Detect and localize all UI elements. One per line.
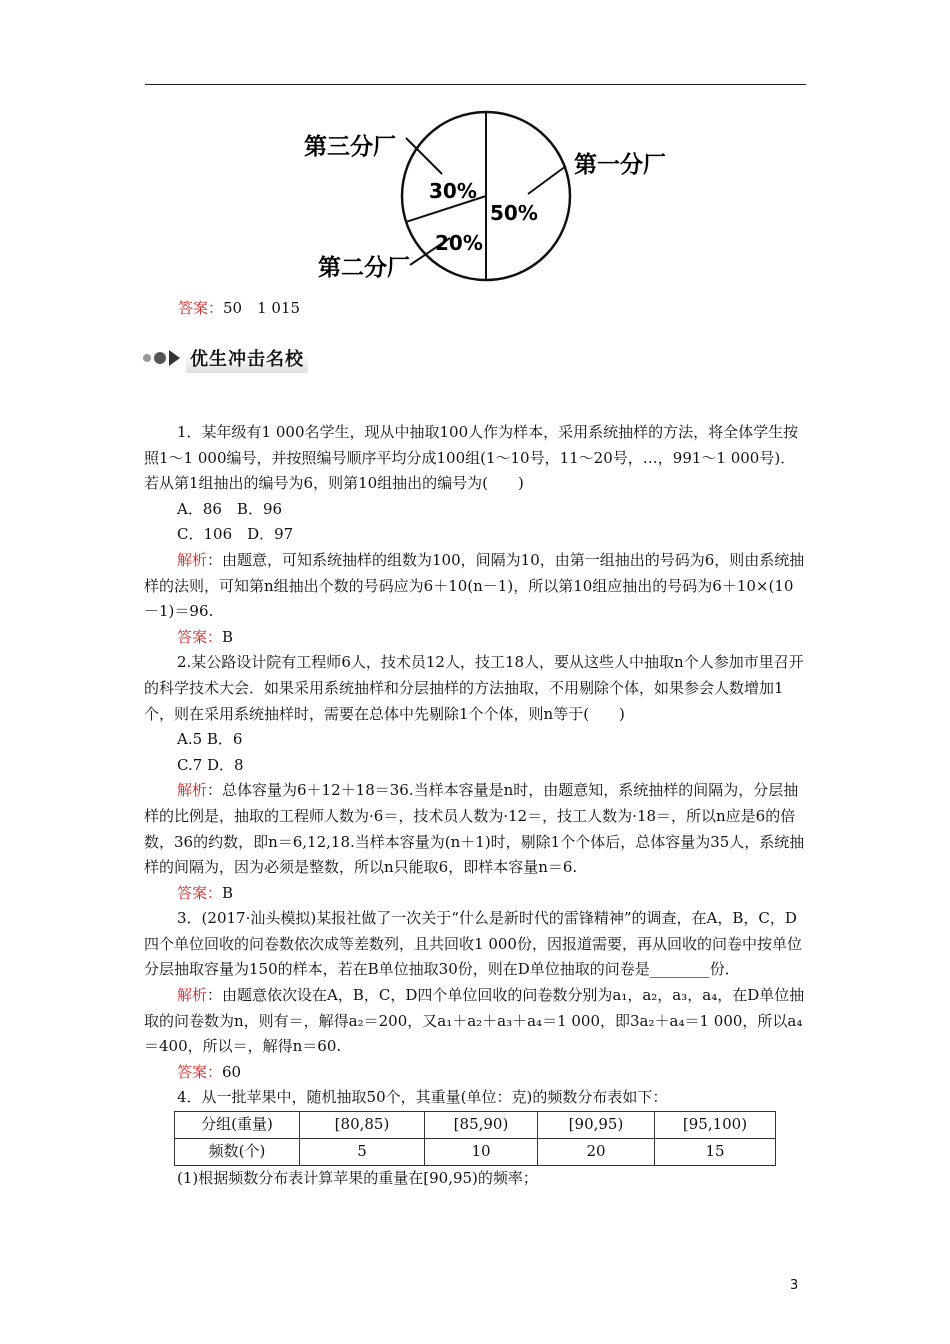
- header-rule: [145, 84, 806, 85]
- section-header: [143, 344, 308, 372]
- q1-options-2: C．106 D．97: [177, 525, 294, 544]
- table-row: [175, 1112, 776, 1139]
- questions: [144, 420, 806, 1192]
- pie-chart: [290, 110, 690, 290]
- slice-value-first: 50%: [490, 201, 538, 225]
- q2-text: 2.某公路设计院有工程师6人，技术员12人，技工18人，要从这些人中抽取n个人参加市里召开的科学技术大会．如果采用系统抽样和分层抽样的方法抽取，不用剔除个体，如果参会人数增加1个，则在采用系统抽样时，需要在总体中先剔除1个个体，则n等于( ): [144, 653, 804, 723]
- table-cell: 15: [655, 1139, 776, 1166]
- table-cell: 10: [425, 1139, 538, 1166]
- answer-top: [178, 297, 300, 318]
- q1-options-1: A．86 B．96: [177, 499, 283, 518]
- q1-text: 1．某年级有1 000名学生，现从中抽取100人作为样本，采用系统抽样的方法，将全体学生按照1～1 000编号，并按照编号顺序平均分成100组(1～10号，11～20号，…，991～1 000号)．若从第1组抽出的编号为6，则第10组抽出的编号为( ): [144, 423, 799, 493]
- slice-value-third: 30%: [429, 179, 477, 203]
- table-cell: [95,100): [655, 1112, 776, 1139]
- table-cell: [80,85): [300, 1112, 425, 1139]
- answer-value: 50 1 015: [223, 299, 301, 317]
- slice-label-third: 第三分厂: [304, 134, 396, 160]
- section-title: 优生冲击名校: [186, 343, 308, 373]
- answer-label: 答案：: [178, 299, 224, 317]
- page-number: 3: [790, 1278, 799, 1293]
- q2-analysis: 解析：总体容量为6＋12＋18＝36.当样本容量是n时，由题意知，系统抽样的间隔为，分层抽样的比例是，抽取的工程师人数为·6＝，技术员人数为·12＝，技工人数为·18＝，所以n应是6的倍数，36的约数，即n＝6,12,18.当样本容量为(n＋1)时，剔除1个个体后，总体容量为35人，系统抽样的间隔为，因为必须是整数，所以n只能取6，即样本容量n＝6.: [144, 781, 805, 877]
- q2-options-1: A.5 B．6: [177, 730, 243, 749]
- section-bullet-icon: [143, 350, 180, 366]
- table-cell: 5: [300, 1139, 425, 1166]
- slice-label-first: 第一分厂: [574, 152, 666, 178]
- table-cell: [90,95): [538, 1112, 655, 1139]
- q4-sub1: (1)根据频数分布表计算苹果的重量在[90,95)的频率；: [177, 1169, 538, 1188]
- table-cell: 频数(个): [175, 1139, 300, 1166]
- q2-answer: 答案：B: [177, 883, 234, 902]
- table-row: [175, 1139, 776, 1166]
- table-cell: [85,90): [425, 1112, 538, 1139]
- q3-text: 3．(2017·汕头模拟)某报社做了一次关于“什么是新时代的雷锋精神”的调查，在A，B，C，D四个单位回收的问卷数依次成等差数列，且共回收1 000份，因报道需要，再从回收的问卷中按单位分层抽取容量为150的样本，若在B单位抽取30份，则在D单位抽取的问卷是________份．: [144, 909, 802, 979]
- q3-answer: 答案：60: [177, 1062, 242, 1081]
- q1-analysis: 解析：由题意，可知系统抽样的组数为100，间隔为10，由第一组抽出的号码为6，则由系统抽样的法则，可知第n组抽出个数的号码应为6＋10(n－1)，所以第10组应抽出的号码为6＋10×(10－1)＝96.: [144, 550, 805, 621]
- slice-value-second: 20%: [435, 231, 483, 255]
- table-cell: 分组(重量): [175, 1112, 300, 1139]
- q2-options-2: C.7 D．8: [177, 755, 244, 774]
- q4-text: 4．从一批苹果中，随机抽取50个，其重量(单位：克)的频数分布表如下：: [177, 1088, 668, 1107]
- frequency-table: [174, 1111, 776, 1166]
- q1-answer: 答案：B: [177, 627, 234, 646]
- q3-analysis: 解析：由题意依次设在A，B，C，D四个单位回收的问卷数分别为a₁，a₂，a₃，a₄，在D单位抽取的问卷数为n，则有＝，解得a₂＝200，又a₁＋a₂＋a₃＋a₄＝1 000，即3a₂＋a₄＝1 000，所以a₄＝400，所以＝，解得n＝60.: [144, 986, 805, 1056]
- slice-label-second: 第二分厂: [318, 255, 410, 281]
- table-cell: 20: [538, 1139, 655, 1166]
